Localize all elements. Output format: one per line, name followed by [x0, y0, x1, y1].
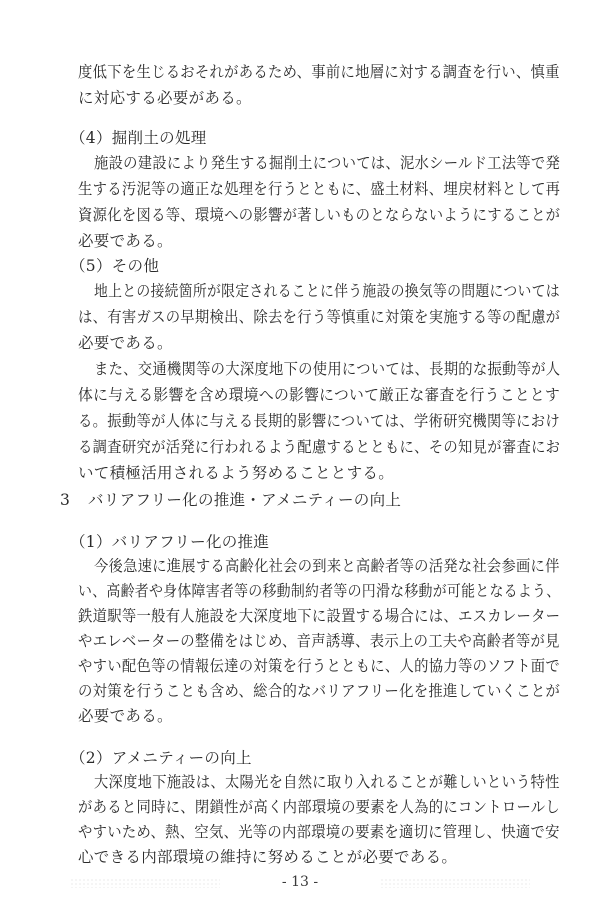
body-line: 体に与える影響を含め環境への影響について厳正な審査を行うこととす: [78, 386, 561, 404]
body-line: 地上との接続箇所が限定されることに伴う施設の換気等の問題については: [94, 282, 560, 300]
body-line: 必要である。: [78, 232, 173, 250]
body-line: の対策を行うことも含め、総合的なバリアフリー化を推進していくことが: [78, 682, 561, 700]
body-line: やすい配色等の情報伝達の対策を行うとともに、人的協力等のソフト面で: [78, 657, 561, 675]
section-title: バリアフリー化の推進・アメニティーの向上: [88, 491, 402, 509]
subsection-heading: （5）その他: [70, 257, 160, 275]
subsection-heading: （2）アメニティーの向上: [70, 749, 252, 767]
subsection-heading: （4）掘削土の処理: [70, 129, 207, 147]
body-line: 心できる内部環境の維持に努めることが必要である。: [78, 848, 458, 866]
body-line: 大深度地下施設は、太陽光を自然に取り入れることが難しいという特性: [94, 773, 560, 791]
body-line: いて積極活用されるよう努めることとする。: [78, 464, 395, 482]
body-line: 度低下を生じるおそれがあるため、事前に地層に対する調査を行い、慎重: [78, 63, 560, 81]
body-line: また、交通機関等の大深度地下の使用については、長期的な振動等が人: [94, 360, 561, 378]
body-line: 生する汚泥等の適正な処理を行うとともに、盛土材料、埋戻材料として再: [78, 180, 561, 198]
body-line: る調査研究が活発に行われるよう配慮するとともに、その知見が審査にお: [78, 438, 561, 456]
body-line: 施設の建設により発生する掘削土については、泥水シールド工法等で発: [94, 154, 561, 172]
body-line: い、高齢者や身体障害者等の移動制約者等の円滑な移動が可能となるよう、: [78, 582, 561, 600]
body-line: 今後急速に進展する高齢化社会の到来と高齢者等の活発な社会参画に伴: [94, 557, 560, 575]
subsection-heading: （1）バリアフリー化の推進: [70, 533, 270, 551]
section-number: 3: [60, 491, 71, 509]
body-line: 鉄道駅等一般有人施設を大深度地下に設置する場合には、エスカレーター: [78, 607, 561, 625]
body-line: は、有害ガスの早期検出、除去を行う等慎重に対策を実施する等の配慮が: [78, 308, 561, 326]
body-line: 必要である。: [78, 707, 173, 725]
body-line: る。振動等が人体に与える長期的影響については、学術研究機関等におけ: [78, 412, 561, 430]
body-line: に対応する必要がある。: [78, 89, 252, 107]
body-line: があると同時に、閉鎖性が高く内部環境の要素を人為的にコントロールし: [78, 798, 561, 816]
body-line: やエレベーターの整備をはじめ、音声誘導、表示上の工夫や高齢者等が見: [78, 632, 560, 650]
body-line: 資源化を図る等、環境への影響が著しいものとならないようにすることが: [78, 206, 561, 224]
body-line: やすいため、熱、空気、光等の内部環境の要素を適切に管理し、快適で安: [78, 823, 560, 841]
body-line: 必要である。: [78, 334, 173, 352]
page-number: - 13 -: [281, 874, 319, 890]
